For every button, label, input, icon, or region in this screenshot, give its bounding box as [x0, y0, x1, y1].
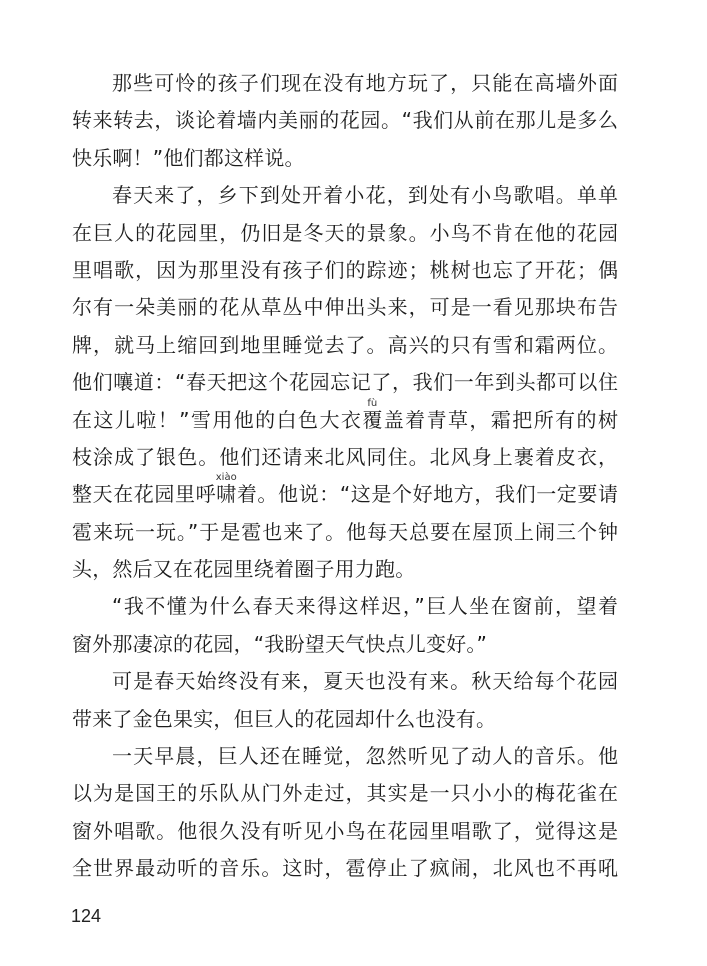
- text-line: 可是春天始终没有来，夏天也没有来。秋天给每个花园: [112, 669, 618, 694]
- text-line: 带来了金色果实，但巨人的花园却什么也没有。: [72, 706, 497, 731]
- annotated-char: 覆: [362, 407, 383, 432]
- text-line: 窗外唱歌。他很久没有听见小鸟在花园里唱歌了，觉得这是: [72, 818, 618, 843]
- text-line: 雹来玩一玩。”于是雹也来了。他每天总要在屋顶上闹三个钟: [72, 519, 618, 544]
- paragraph: [72, 65, 618, 177]
- paragraph: [72, 663, 618, 738]
- text-line: 他们嚷道：“春天把这个花园忘记了，我们一年到头都可以住: [72, 370, 618, 395]
- text-line: 窗外那凄凉的花园，“我盼望天气快点儿变好。”: [72, 631, 488, 656]
- text-line: 转来转去，谈论着墙内美丽的花园。“我们从前在那儿是多么: [72, 108, 618, 133]
- pinyin-annotation: fù: [367, 397, 378, 409]
- text-line: 尔有一朵美丽的花从草丛中伸出头来，可是一看见那块布告: [72, 295, 618, 320]
- text-line: 一天早晨，巨人还在睡觉，忽然听见了动人的音乐。他: [112, 744, 618, 769]
- body-text: [72, 65, 618, 888]
- text-line: “我不懂为什么春天来得这样迟，”巨人坐在窗前，望着: [112, 594, 618, 619]
- text-segment: 整天在花园里呼: [72, 482, 217, 507]
- text-line-annotated: [72, 397, 618, 439]
- text-line: 里唱歌，因为那里没有孩子们的踪迹；桃树也忘了开花；偶: [72, 257, 618, 282]
- annotated-char: 啸: [216, 482, 237, 507]
- text-line: 在巨人的花园里，仍旧是冬天的景象。小鸟不肯在他的花园: [72, 220, 618, 245]
- text-line: 全世界最动听的音乐。这时，雹停止了疯闹，北风也不再吼: [72, 856, 618, 881]
- pinyin-annotation: xiào: [215, 472, 237, 484]
- text-segment: 在这儿啦！”雪用他的白色大衣: [72, 407, 363, 432]
- text-line: 头，然后又在花园里绕着圈子用力跑。: [72, 557, 416, 582]
- text-segment: 盖着青草，霜把所有的树: [382, 407, 618, 432]
- text-line: 枝涂成了银色。他们还请来北风同住。北风身上裹着皮衣，: [72, 444, 618, 469]
- text-line-annotated: [72, 472, 618, 513]
- text-line: 以为是国王的乐队从门外走过，其实是一只小小的梅花雀在: [72, 781, 618, 806]
- page-number: 124: [71, 906, 102, 926]
- text-line: 牌，就马上缩回到地里睡觉去了。高兴的只有雪和霜两位。: [72, 332, 618, 357]
- pinyin-annotated-char: [215, 472, 237, 513]
- text-line: 春天来了，乡下到处开着小花，到处有小鸟歌唱。单单: [112, 183, 618, 208]
- text-segment: 着。他说：“这是个好地方，我们一定要请: [236, 482, 618, 507]
- paragraph: [72, 738, 618, 888]
- text-line: 那些可怜的孩子们现在没有地方玩了，只能在高墙外面: [112, 71, 618, 95]
- paragraph: [72, 588, 618, 663]
- pinyin-annotated-char: [362, 397, 383, 439]
- text-line: 快乐啊！”他们都这样说。: [72, 145, 305, 170]
- paragraph: [72, 177, 618, 588]
